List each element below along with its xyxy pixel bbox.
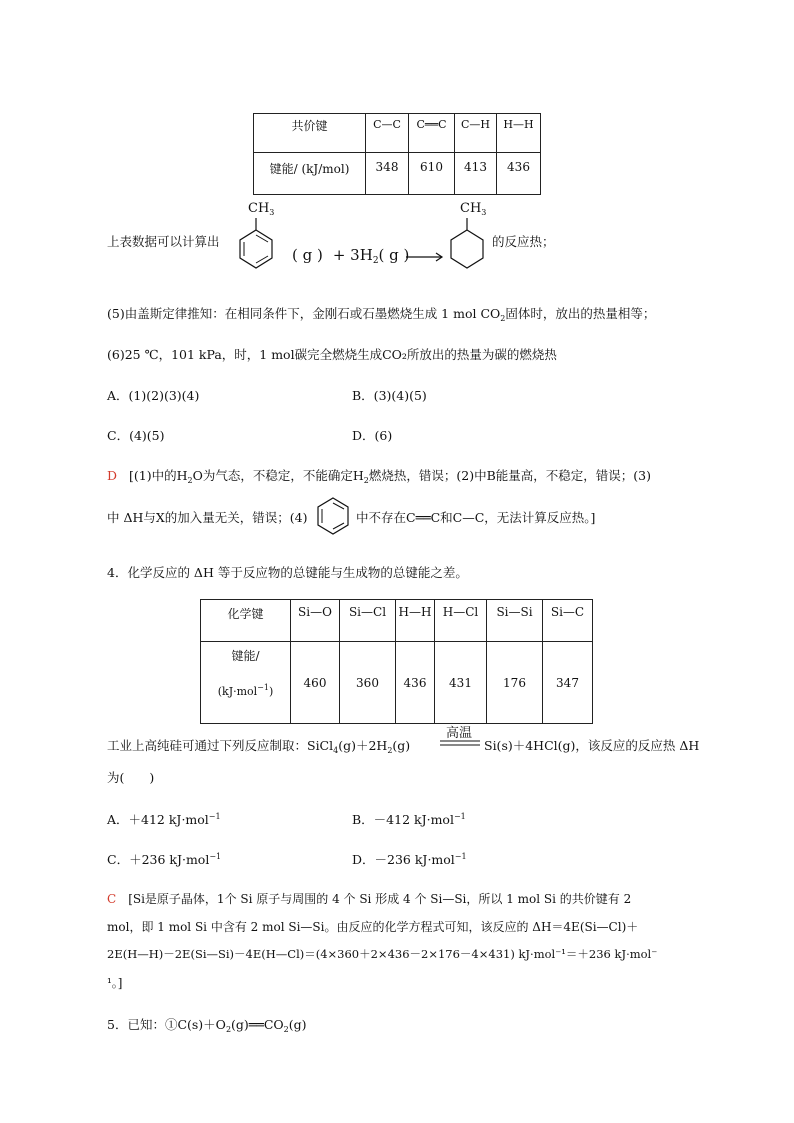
industrial-reaction-end: Si(s)＋4HCl(g)，该反应的反应热 ΔH bbox=[484, 738, 700, 753]
q4-option-b bbox=[352, 810, 466, 828]
bond-energy-table-2 bbox=[200, 599, 593, 724]
table1-value: 610 bbox=[409, 153, 455, 195]
q3-answer-line-2b: 中不存在C══C和C—C，无法计算反应热。] bbox=[356, 510, 596, 525]
q4-answer-line-2: mol，即 1 mol Si 中含有 2 mol Si—Si。由反应的化学方程式可知，该反应的 ΔH＝4E(Si—Cl)＋ bbox=[107, 920, 639, 934]
reaction-sub: 2 bbox=[387, 746, 393, 755]
table2-value: 347 bbox=[543, 642, 593, 724]
q4-answer-line-1 bbox=[107, 890, 631, 907]
q5-sub: 2 bbox=[283, 1025, 289, 1034]
reaction-text: (g)＋2H bbox=[338, 738, 388, 753]
table2-value: 176 bbox=[487, 642, 543, 724]
table1-header-label: 共价键 bbox=[254, 114, 366, 153]
ch3-sub: 3 bbox=[269, 208, 275, 217]
gas-state: ( g ) bbox=[378, 246, 410, 264]
table2-value: 360 bbox=[340, 642, 396, 724]
q4-answer-letter: C bbox=[107, 892, 117, 906]
bond-energy-table-1 bbox=[253, 113, 541, 195]
table2-value: 436 bbox=[396, 642, 435, 724]
q4-option-c bbox=[107, 850, 221, 868]
q3-option-a: A．(1)(2)(3)(4) bbox=[107, 388, 200, 403]
table1-header-hh: H—H bbox=[497, 114, 541, 153]
option-text: D．－236 kJ·mol bbox=[352, 852, 455, 867]
option-sup: −1 bbox=[208, 812, 221, 821]
answer-sub: 2 bbox=[363, 476, 369, 485]
option-text: A．＋412 kJ·mol bbox=[107, 812, 209, 827]
ch3-text: CH bbox=[460, 201, 482, 216]
table2-header: H—H bbox=[396, 600, 435, 642]
option-sup: −1 bbox=[453, 812, 466, 821]
label-end: ) bbox=[268, 685, 274, 698]
benzene-structure-icon bbox=[315, 496, 351, 536]
toluene-ch3-label bbox=[248, 201, 274, 216]
q5-text: (g) bbox=[288, 1017, 307, 1032]
option-text: B．－412 kJ·mol bbox=[352, 812, 454, 827]
h2-sub: 2 bbox=[372, 256, 379, 266]
reaction-suffix: 的反应热； bbox=[492, 234, 555, 249]
table2-header: Si—Cl bbox=[340, 600, 396, 642]
reaction-text: (g) bbox=[392, 738, 411, 753]
answer-text: [Si是原子晶体，1个 Si 原子与周围的 4 个 Si 形成 4 个 Si—Si，所以 1 mol Si 的共价键有 2 bbox=[128, 892, 632, 906]
q4-answer-line-3: 2E(H—H)－2E(Si—Si)－4E(H—Cl)＝(4×360＋2×436－2×176－4×431) kJ·mol⁻¹＝＋236 kJ·mol⁻ bbox=[107, 947, 658, 961]
answer-sub: 2 bbox=[187, 476, 193, 485]
answer-text: [(1)中的H bbox=[129, 468, 188, 483]
q3-option-b: B．(3)(4)(5) bbox=[352, 388, 427, 403]
gas-state: ( g ) bbox=[292, 246, 323, 264]
item-5-sub: 2 bbox=[500, 314, 506, 323]
label-line-2 bbox=[201, 684, 290, 701]
q5-text: 5．已知：①C(s)＋O bbox=[107, 1017, 226, 1032]
reaction-text: 工业上高纯硅可通过下列反应制取：SiCl bbox=[107, 738, 334, 753]
q4-stem: 4．化学反应的 ΔH 等于反应物的总键能与生成物的总键能之差。 bbox=[107, 565, 468, 580]
q4-answer-line-4: ¹。] bbox=[107, 976, 123, 990]
q3-answer-line-1 bbox=[107, 466, 651, 484]
item-5 bbox=[107, 304, 655, 322]
table2-row-label bbox=[201, 642, 291, 724]
cyclohexane-ch3-label bbox=[460, 201, 486, 216]
table2-value: 431 bbox=[435, 642, 487, 724]
q3-option-c: C．(4)(5) bbox=[107, 428, 165, 443]
table1-value: 413 bbox=[455, 153, 497, 195]
industrial-line-2: 为( ) bbox=[107, 770, 155, 785]
industrial-reaction bbox=[107, 736, 410, 754]
toluene-structure-icon bbox=[236, 216, 276, 274]
label-line-1: 键能/ bbox=[231, 649, 260, 663]
q3-option-d: D．(6) bbox=[352, 428, 393, 443]
reaction-sub: 4 bbox=[333, 746, 339, 755]
item-5-text: (5)由盖斯定律推知：在相同条件下，金刚石或石墨燃烧生成 1 mol CO bbox=[107, 306, 501, 321]
table1-value: 348 bbox=[366, 153, 409, 195]
q4-option-a bbox=[107, 810, 221, 828]
q3-answer-letter: D bbox=[107, 468, 118, 483]
table2-header: Si—C bbox=[543, 600, 593, 642]
q5-stem bbox=[107, 1015, 307, 1033]
q4-option-d bbox=[352, 850, 467, 868]
reaction-arrow-icon bbox=[406, 252, 444, 262]
option-sup: −1 bbox=[454, 852, 467, 861]
ch3-sub: 3 bbox=[481, 208, 487, 217]
ch3-text: CH bbox=[248, 201, 270, 216]
table2-header: Si—O bbox=[291, 600, 340, 642]
q5-text: (g)══CO bbox=[231, 1017, 284, 1032]
table1-header-c=c: C══C bbox=[409, 114, 455, 153]
label-sup: −1 bbox=[257, 683, 269, 692]
table2-header: Si—Si bbox=[487, 600, 543, 642]
answer-text: O为气态，不稳定，不能确定H bbox=[192, 468, 364, 483]
label-unit: (kJ·mol bbox=[217, 685, 258, 698]
reaction-prefix: 上表数据可以计算出 bbox=[107, 234, 220, 249]
table1-header-cc: C—C bbox=[366, 114, 409, 153]
answer-text: 燃烧热，错误；(2)中B能量高，不稳定，错误；(3) bbox=[368, 468, 651, 483]
reaction-condition: 高温 bbox=[446, 726, 473, 741]
methylcyclohexane-structure-icon bbox=[447, 216, 487, 274]
table2-header-label: 化学键 bbox=[201, 600, 291, 642]
q3-answer-line-2a: 中 ΔH与X的加入量无关，错误；(4) bbox=[107, 510, 308, 525]
q5-sub: 2 bbox=[225, 1025, 232, 1034]
table1-header-ch: C—H bbox=[455, 114, 497, 153]
table1-row-label: 键能/ (kJ/mol) bbox=[254, 153, 366, 195]
option-text: C．＋236 kJ·mol bbox=[107, 852, 210, 867]
reaction-middle bbox=[292, 246, 409, 264]
table1-value: 436 bbox=[497, 153, 541, 195]
equals-arrow-icon bbox=[440, 740, 480, 746]
plus-h2: + 3H bbox=[332, 246, 373, 264]
item-5-text-end: 固体时，放出的热量相等； bbox=[505, 306, 656, 321]
table2-value: 460 bbox=[291, 642, 340, 724]
item-6: (6)25 ℃，101 kPa，时，1 mol碳完全燃烧生成CO₂所放出的热量为碳的燃烧热 bbox=[107, 347, 557, 362]
table2-header: H—Cl bbox=[435, 600, 487, 642]
option-sup: −1 bbox=[209, 852, 222, 861]
